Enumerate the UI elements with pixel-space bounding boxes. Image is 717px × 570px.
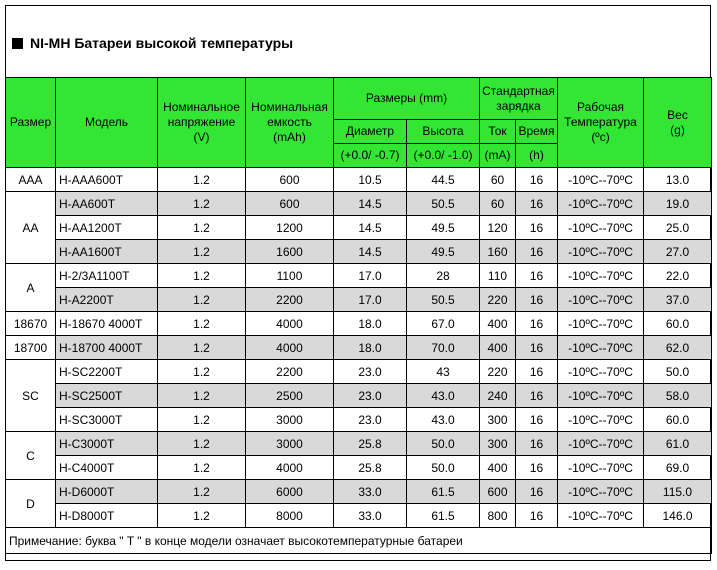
table-row <box>6 432 712 456</box>
table-row <box>6 168 712 192</box>
time-cell: 16 <box>516 456 558 480</box>
header-diameter: Диаметр <box>334 120 407 144</box>
size-cell: AAA <box>6 168 56 192</box>
weight-cell: 69.0 <box>644 456 712 480</box>
weight-cell: 60.0 <box>644 312 712 336</box>
voltage-cell: 1.2 <box>158 432 246 456</box>
header-weight <box>644 78 712 168</box>
header-capacity-line: (mAh) <box>273 130 306 144</box>
model-cell: H-SC3000T <box>56 408 158 432</box>
model-cell: H-18700 4000T <box>56 336 158 360</box>
capacity-cell: 3000 <box>246 408 334 432</box>
height-cell: 44.5 <box>407 168 480 192</box>
temp-cell: -10ºC--70ºC <box>558 408 644 432</box>
battery-spec-table <box>5 77 712 554</box>
diameter-cell: 18.0 <box>334 336 407 360</box>
diameter-cell: 23.0 <box>334 360 407 384</box>
header-capacity-line: Номинальная <box>251 100 328 114</box>
header-height-tolerance: (+0.0/ -1.0) <box>407 144 480 168</box>
table-body <box>6 168 712 528</box>
capacity-cell: 4000 <box>246 456 334 480</box>
weight-cell: 58.0 <box>644 384 712 408</box>
temp-cell: -10ºC--70ºC <box>558 456 644 480</box>
header-size: Размер <box>6 78 56 168</box>
diameter-cell: 17.0 <box>334 288 407 312</box>
temp-cell: -10ºC--70ºC <box>558 312 644 336</box>
model-cell: H-AA600T <box>56 192 158 216</box>
current-cell: 400 <box>480 312 516 336</box>
temp-cell: -10ºC--70ºC <box>558 504 644 528</box>
voltage-cell: 1.2 <box>158 408 246 432</box>
height-cell: 50.0 <box>407 456 480 480</box>
model-cell: H-D8000T <box>56 504 158 528</box>
model-cell: H-18670 4000T <box>56 312 158 336</box>
capacity-cell: 600 <box>246 168 334 192</box>
header-temp-line: Рабочая <box>577 100 624 114</box>
time-cell: 16 <box>516 264 558 288</box>
weight-cell: 61.0 <box>644 432 712 456</box>
temp-cell: -10ºC--70ºC <box>558 288 644 312</box>
time-cell: 16 <box>516 192 558 216</box>
capacity-cell: 2200 <box>246 288 334 312</box>
table-row <box>6 456 712 480</box>
voltage-cell: 1.2 <box>158 480 246 504</box>
header-voltage-line: напряжение <box>167 115 236 129</box>
current-cell: 400 <box>480 336 516 360</box>
diameter-cell: 14.5 <box>334 216 407 240</box>
diameter-cell: 14.5 <box>334 192 407 216</box>
table-row <box>6 192 712 216</box>
height-cell: 43.0 <box>407 408 480 432</box>
time-cell: 16 <box>516 240 558 264</box>
header-capacity <box>246 78 334 168</box>
weight-cell: 50.0 <box>644 360 712 384</box>
weight-cell: 22.0 <box>644 264 712 288</box>
height-cell: 50.0 <box>407 432 480 456</box>
height-cell: 43.0 <box>407 384 480 408</box>
diameter-cell: 17.0 <box>334 264 407 288</box>
time-cell: 16 <box>516 504 558 528</box>
model-cell: H-SC2500T <box>56 384 158 408</box>
weight-cell: 115.0 <box>644 480 712 504</box>
model-cell: H-D6000T <box>56 480 158 504</box>
time-cell: 16 <box>516 480 558 504</box>
header-temp <box>558 78 644 168</box>
header-time: Время <box>516 120 558 144</box>
table-row <box>6 288 712 312</box>
height-cell: 50.5 <box>407 192 480 216</box>
header-charge <box>480 78 558 120</box>
footnote: Примечание: буква " T " в конце модели означает высокотемпературные батареи <box>6 528 712 554</box>
voltage-cell: 1.2 <box>158 216 246 240</box>
header-charge-line: зарядка <box>496 98 541 113</box>
current-cell: 110 <box>480 264 516 288</box>
table-row <box>6 312 712 336</box>
temp-cell: -10ºC--70ºC <box>558 432 644 456</box>
voltage-cell: 1.2 <box>158 240 246 264</box>
current-cell: 300 <box>480 408 516 432</box>
header-current-unit: (mA) <box>480 144 516 168</box>
capacity-cell: 2200 <box>246 360 334 384</box>
time-cell: 16 <box>516 168 558 192</box>
table-row <box>6 384 712 408</box>
header-height: Высота <box>407 120 480 144</box>
model-cell: H-2/3A1100T <box>56 264 158 288</box>
table-row <box>6 408 712 432</box>
size-cell: AA <box>6 192 56 264</box>
size-cell: D <box>6 480 56 528</box>
current-cell: 120 <box>480 216 516 240</box>
capacity-cell: 1200 <box>246 216 334 240</box>
table-row <box>6 504 712 528</box>
table-row <box>6 360 712 384</box>
model-cell: H-AA1200T <box>56 216 158 240</box>
current-cell: 300 <box>480 432 516 456</box>
capacity-cell: 600 <box>246 192 334 216</box>
voltage-cell: 1.2 <box>158 264 246 288</box>
capacity-cell: 3000 <box>246 432 334 456</box>
model-cell: H-SC2200T <box>56 360 158 384</box>
diameter-cell: 18.0 <box>334 312 407 336</box>
time-cell: 16 <box>516 336 558 360</box>
size-cell: 18670 <box>6 312 56 336</box>
height-cell: 50.5 <box>407 288 480 312</box>
time-cell: 16 <box>516 288 558 312</box>
diameter-cell: 23.0 <box>334 384 407 408</box>
time-cell: 16 <box>516 432 558 456</box>
current-cell: 240 <box>480 384 516 408</box>
temp-cell: -10ºC--70ºC <box>558 336 644 360</box>
header-model: Модель <box>56 78 158 168</box>
model-cell: H-A2200T <box>56 288 158 312</box>
weight-cell: 62.0 <box>644 336 712 360</box>
header-temp-line: Температура <box>564 115 637 129</box>
diameter-cell: 10.5 <box>334 168 407 192</box>
capacity-cell: 4000 <box>246 336 334 360</box>
capacity-cell: 8000 <box>246 504 334 528</box>
diameter-cell: 25.8 <box>334 432 407 456</box>
diameter-cell: 14.5 <box>334 240 407 264</box>
model-cell: H-C3000T <box>56 432 158 456</box>
header-weight-line: (g) <box>670 122 685 137</box>
weight-cell: 37.0 <box>644 288 712 312</box>
header-voltage-line: Номинальное <box>163 100 240 114</box>
header-capacity-line: емкость <box>267 115 312 129</box>
height-cell: 49.5 <box>407 216 480 240</box>
table-row <box>6 216 712 240</box>
capacity-cell: 2500 <box>246 384 334 408</box>
time-cell: 16 <box>516 312 558 336</box>
temp-cell: -10ºC--70ºC <box>558 192 644 216</box>
header-voltage-line: (V) <box>193 130 210 144</box>
header-time-unit: (h) <box>516 144 558 168</box>
model-cell: H-AA1600T <box>56 240 158 264</box>
temp-cell: -10ºC--70ºC <box>558 264 644 288</box>
time-cell: 16 <box>516 384 558 408</box>
square-bullet-icon <box>12 38 23 49</box>
weight-cell: 27.0 <box>644 240 712 264</box>
temp-cell: -10ºC--70ºC <box>558 240 644 264</box>
temp-cell: -10ºC--70ºC <box>558 384 644 408</box>
header-charge-line: Стандартная <box>482 83 555 98</box>
diameter-cell: 25.8 <box>334 456 407 480</box>
weight-cell: 13.0 <box>644 168 712 192</box>
time-cell: 16 <box>516 408 558 432</box>
diameter-cell: 33.0 <box>334 504 407 528</box>
voltage-cell: 1.2 <box>158 456 246 480</box>
voltage-cell: 1.2 <box>158 168 246 192</box>
height-cell: 43 <box>407 360 480 384</box>
size-cell: A <box>6 264 56 312</box>
table-row <box>6 480 712 504</box>
current-cell: 400 <box>480 456 516 480</box>
voltage-cell: 1.2 <box>158 288 246 312</box>
height-cell: 61.5 <box>407 480 480 504</box>
current-cell: 220 <box>480 288 516 312</box>
temp-cell: -10ºC--70ºC <box>558 360 644 384</box>
diameter-cell: 33.0 <box>334 480 407 504</box>
capacity-cell: 4000 <box>246 312 334 336</box>
table-row <box>6 240 712 264</box>
current-cell: 600 <box>480 480 516 504</box>
voltage-cell: 1.2 <box>158 192 246 216</box>
height-cell: 67.0 <box>407 312 480 336</box>
table-row <box>6 264 712 288</box>
current-cell: 160 <box>480 240 516 264</box>
header-weight-line: Вес <box>667 107 688 122</box>
current-cell: 60 <box>480 168 516 192</box>
voltage-cell: 1.2 <box>158 360 246 384</box>
temp-cell: -10ºC--70ºC <box>558 168 644 192</box>
current-cell: 60 <box>480 192 516 216</box>
table-row <box>6 336 712 360</box>
voltage-cell: 1.2 <box>158 504 246 528</box>
model-cell: H-AAA600T <box>56 168 158 192</box>
current-cell: 800 <box>480 504 516 528</box>
size-cell: SC <box>6 360 56 432</box>
capacity-cell: 6000 <box>246 480 334 504</box>
header-voltage <box>158 78 246 168</box>
height-cell: 70.0 <box>407 336 480 360</box>
header-current: Ток <box>480 120 516 144</box>
weight-cell: 60.0 <box>644 408 712 432</box>
header-diameter-tolerance: (+0.0/ -0.7) <box>334 144 407 168</box>
weight-cell: 19.0 <box>644 192 712 216</box>
time-cell: 16 <box>516 360 558 384</box>
weight-cell: 25.0 <box>644 216 712 240</box>
time-cell: 16 <box>516 216 558 240</box>
temp-cell: -10ºC--70ºC <box>558 480 644 504</box>
capacity-cell: 1600 <box>246 240 334 264</box>
size-cell: 18700 <box>6 336 56 360</box>
voltage-cell: 1.2 <box>158 312 246 336</box>
height-cell: 28 <box>407 264 480 288</box>
model-cell: H-C4000T <box>56 456 158 480</box>
title-bar <box>6 6 710 78</box>
temp-cell: -10ºC--70ºC <box>558 216 644 240</box>
voltage-cell: 1.2 <box>158 336 246 360</box>
voltage-cell: 1.2 <box>158 384 246 408</box>
weight-cell: 146.0 <box>644 504 712 528</box>
capacity-cell: 1100 <box>246 264 334 288</box>
current-cell: 220 <box>480 360 516 384</box>
diameter-cell: 23.0 <box>334 408 407 432</box>
height-cell: 49.5 <box>407 240 480 264</box>
header-dimensions: Размеры (mm) <box>334 78 480 120</box>
size-cell: C <box>6 432 56 480</box>
header-temp-line: (ºc) <box>591 130 610 144</box>
height-cell: 61.5 <box>407 504 480 528</box>
page-title: NI-MH Батареи высокой температуры <box>30 35 294 51</box>
